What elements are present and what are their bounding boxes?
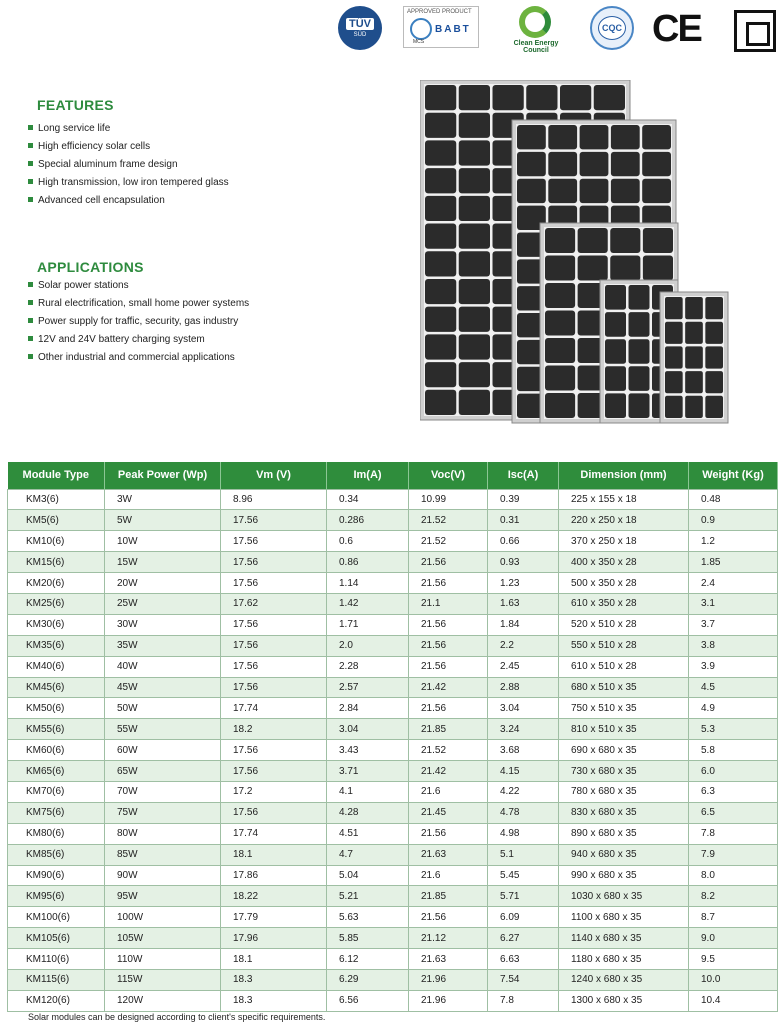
- table-cell: 21.56: [409, 635, 488, 656]
- table-row: [8, 593, 778, 614]
- table-cell: 21.63: [409, 949, 488, 970]
- table-cell: 780 x 680 x 35: [559, 781, 689, 802]
- table-cell: 40W: [105, 656, 221, 677]
- table-cell: KM50(6): [8, 698, 105, 719]
- table-cell: 3.24: [488, 719, 559, 740]
- table-cell: 18.1: [221, 949, 327, 970]
- table-cell: 17.56: [221, 761, 327, 782]
- table-cell: 21.1: [409, 593, 488, 614]
- table-cell: 8.2: [689, 886, 778, 907]
- table-cell: KM60(6): [8, 740, 105, 761]
- table-cell: KM95(6): [8, 886, 105, 907]
- table-cell: 0.48: [689, 489, 778, 510]
- table-cell: 50W: [105, 698, 221, 719]
- table-cell: 0.286: [327, 510, 409, 531]
- table-row: [8, 489, 778, 510]
- table-cell: KM75(6): [8, 802, 105, 823]
- table-row: [8, 949, 778, 970]
- table-cell: 21.6: [409, 781, 488, 802]
- applications-heading: APPLICATIONS: [37, 259, 144, 275]
- table-cell: KM120(6): [8, 990, 105, 1011]
- table-cell: 6.0: [689, 761, 778, 782]
- table-cell: 8.0: [689, 865, 778, 886]
- table-row: [8, 635, 778, 656]
- list-item: 12V and 24V battery charging system: [28, 331, 249, 349]
- table-cell: 0.31: [488, 510, 559, 531]
- table-cell: 55W: [105, 719, 221, 740]
- table-cell: 35W: [105, 635, 221, 656]
- table-cell: 1240 x 680 x 35: [559, 969, 689, 990]
- table-cell: 890 x 680 x 35: [559, 823, 689, 844]
- table-row: [8, 573, 778, 594]
- table-cell: 6.12: [327, 949, 409, 970]
- table-cell: 18.1: [221, 844, 327, 865]
- table-cell: KM45(6): [8, 677, 105, 698]
- table-cell: 4.7: [327, 844, 409, 865]
- table-cell: 21.52: [409, 510, 488, 531]
- table-cell: 2.28: [327, 656, 409, 677]
- table-cell: 3W: [105, 489, 221, 510]
- list-item: Special aluminum frame design: [28, 156, 229, 174]
- table-cell: 3.43: [327, 740, 409, 761]
- table-cell: KM10(6): [8, 531, 105, 552]
- mcs-text: MCS: [413, 39, 425, 45]
- table-cell: 3.8: [689, 635, 778, 656]
- table-cell: 21.42: [409, 677, 488, 698]
- table-cell: 21.56: [409, 823, 488, 844]
- table-cell: KM40(6): [8, 656, 105, 677]
- table-cell: 1.14: [327, 573, 409, 594]
- double-insulation-icon: [734, 10, 776, 52]
- table-cell: 15W: [105, 552, 221, 573]
- table-cell: KM15(6): [8, 552, 105, 573]
- table-cell: 6.29: [327, 969, 409, 990]
- table-row: [8, 510, 778, 531]
- table-cell: 21.56: [409, 573, 488, 594]
- table-cell: 0.39: [488, 489, 559, 510]
- table-cell: 105W: [105, 928, 221, 949]
- specification-table: [7, 462, 778, 1012]
- table-cell: KM65(6): [8, 761, 105, 782]
- table-cell: 17.56: [221, 552, 327, 573]
- table-cell: 65W: [105, 761, 221, 782]
- table-cell: 100W: [105, 907, 221, 928]
- table-cell: 115W: [105, 969, 221, 990]
- table-cell: 1180 x 680 x 35: [559, 949, 689, 970]
- table-cell: KM110(6): [8, 949, 105, 970]
- applications-list: [28, 277, 249, 367]
- table-cell: 21.56: [409, 552, 488, 573]
- table-cell: 17.2: [221, 781, 327, 802]
- table-cell: 6.27: [488, 928, 559, 949]
- table-cell: 3.71: [327, 761, 409, 782]
- table-cell: 17.56: [221, 531, 327, 552]
- table-row: [8, 969, 778, 990]
- table-cell: 610 x 350 x 28: [559, 593, 689, 614]
- table-cell: 400 x 350 x 28: [559, 552, 689, 573]
- table-cell: 4.1: [327, 781, 409, 802]
- table-cell: KM80(6): [8, 823, 105, 844]
- table-cell: 21.52: [409, 531, 488, 552]
- table-row: [8, 907, 778, 928]
- table-cell: 18.3: [221, 990, 327, 1011]
- table-cell: 2.84: [327, 698, 409, 719]
- list-item: High efficiency solar cells: [28, 138, 229, 156]
- table-cell: 8.96: [221, 489, 327, 510]
- mcs-heart-icon: [410, 18, 432, 40]
- table-cell: KM115(6): [8, 969, 105, 990]
- clean-energy-council-logo: [502, 6, 570, 52]
- table-cell: 5.3: [689, 719, 778, 740]
- babt-approved-text: APPROVED PRODUCT: [407, 9, 472, 15]
- list-item: High transmission, low iron tempered glass: [28, 174, 229, 192]
- table-cell: 21.56: [409, 698, 488, 719]
- table-cell: KM25(6): [8, 593, 105, 614]
- table-cell: 1140 x 680 x 35: [559, 928, 689, 949]
- table-cell: 680 x 510 x 35: [559, 677, 689, 698]
- table-cell: 6.63: [488, 949, 559, 970]
- ce-mark-logo: CE: [652, 8, 701, 50]
- cec-text: Clean Energy Council: [513, 40, 559, 54]
- list-item: Long service life: [28, 120, 229, 138]
- list-item: Rural electrification, small home power systems: [28, 295, 249, 313]
- table-cell: 95W: [105, 886, 221, 907]
- column-header: Module Type: [8, 462, 105, 489]
- table-cell: 4.98: [488, 823, 559, 844]
- table-cell: 225 x 155 x 18: [559, 489, 689, 510]
- table-cell: 1.63: [488, 593, 559, 614]
- table-cell: 20W: [105, 573, 221, 594]
- table-row: [8, 990, 778, 1011]
- table-cell: 21.12: [409, 928, 488, 949]
- table-cell: 7.8: [488, 990, 559, 1011]
- table-cell: 6.09: [488, 907, 559, 928]
- tuv-sud-logo: [338, 6, 382, 50]
- table-cell: KM3(6): [8, 489, 105, 510]
- solar-panel: [660, 292, 728, 423]
- table-cell: 0.93: [488, 552, 559, 573]
- table-cell: 17.56: [221, 677, 327, 698]
- table-cell: 17.56: [221, 740, 327, 761]
- table-cell: 2.45: [488, 656, 559, 677]
- table-header-row: [8, 462, 778, 489]
- table-cell: 10.4: [689, 990, 778, 1011]
- table-row: [8, 614, 778, 635]
- table-cell: 220 x 250 x 18: [559, 510, 689, 531]
- table-row: [8, 531, 778, 552]
- column-header: Voc(V): [409, 462, 488, 489]
- table-cell: 5.04: [327, 865, 409, 886]
- table-cell: KM20(6): [8, 573, 105, 594]
- table-row: [8, 656, 778, 677]
- features-list: [28, 120, 229, 210]
- table-cell: 1030 x 680 x 35: [559, 886, 689, 907]
- table-cell: 17.86: [221, 865, 327, 886]
- table-cell: 18.22: [221, 886, 327, 907]
- table-cell: 21.85: [409, 719, 488, 740]
- table-cell: KM55(6): [8, 719, 105, 740]
- table-cell: 2.0: [327, 635, 409, 656]
- footnote: Solar modules can be designed according to client's specific requirements.: [28, 1012, 326, 1022]
- table-cell: 10.0: [689, 969, 778, 990]
- solar-panels-image: [420, 80, 735, 426]
- features-heading: FEATURES: [37, 97, 114, 113]
- table-cell: 1300 x 680 x 35: [559, 990, 689, 1011]
- tuv-logo-text: TÜV: [346, 18, 374, 30]
- table-cell: 1.42: [327, 593, 409, 614]
- table-body: [8, 489, 778, 1011]
- table-row: [8, 886, 778, 907]
- table-cell: 18.3: [221, 969, 327, 990]
- table-cell: 21.85: [409, 886, 488, 907]
- table-cell: 5.85: [327, 928, 409, 949]
- table-cell: 5.1: [488, 844, 559, 865]
- table-cell: 5W: [105, 510, 221, 531]
- column-header: Dimension (mm): [559, 462, 689, 489]
- table-cell: 6.56: [327, 990, 409, 1011]
- table-cell: 10.99: [409, 489, 488, 510]
- table-cell: 0.6: [327, 531, 409, 552]
- table-cell: 370 x 250 x 18: [559, 531, 689, 552]
- table-cell: 17.62: [221, 593, 327, 614]
- babt-approved-logo: [403, 6, 479, 48]
- table-row: [8, 761, 778, 782]
- table-cell: 1.23: [488, 573, 559, 594]
- table-cell: 1.71: [327, 614, 409, 635]
- table-cell: 5.63: [327, 907, 409, 928]
- table-cell: 4.15: [488, 761, 559, 782]
- column-header: Weight (Kg): [689, 462, 778, 489]
- table-cell: 3.7: [689, 614, 778, 635]
- table-row: [8, 844, 778, 865]
- table-row: [8, 552, 778, 573]
- table-cell: KM30(6): [8, 614, 105, 635]
- table-cell: 6.3: [689, 781, 778, 802]
- table-cell: 25W: [105, 593, 221, 614]
- table-cell: 3.9: [689, 656, 778, 677]
- table-cell: 0.9: [689, 510, 778, 531]
- table-row: [8, 865, 778, 886]
- column-header: Isc(A): [488, 462, 559, 489]
- table-row: [8, 802, 778, 823]
- table-cell: 2.2: [488, 635, 559, 656]
- table-cell: KM5(6): [8, 510, 105, 531]
- table-cell: 810 x 510 x 35: [559, 719, 689, 740]
- table-cell: 120W: [105, 990, 221, 1011]
- babt-text: BABT: [435, 24, 471, 35]
- cqc-text: CQC: [598, 16, 626, 40]
- table-cell: 4.51: [327, 823, 409, 844]
- table-cell: 6.5: [689, 802, 778, 823]
- table-cell: 17.56: [221, 802, 327, 823]
- table-cell: 17.74: [221, 823, 327, 844]
- table-cell: 3.1: [689, 593, 778, 614]
- table-cell: 21.52: [409, 740, 488, 761]
- table-cell: 1.2: [689, 531, 778, 552]
- table-cell: 0.34: [327, 489, 409, 510]
- list-item: Other industrial and commercial applications: [28, 349, 249, 367]
- table-cell: 110W: [105, 949, 221, 970]
- table-cell: 3.68: [488, 740, 559, 761]
- table-cell: 5.45: [488, 865, 559, 886]
- table-cell: 21.63: [409, 844, 488, 865]
- table-cell: 4.22: [488, 781, 559, 802]
- table-cell: KM100(6): [8, 907, 105, 928]
- table-cell: 2.4: [689, 573, 778, 594]
- table-cell: 30W: [105, 614, 221, 635]
- table-cell: 5.8: [689, 740, 778, 761]
- table-cell: 610 x 510 x 28: [559, 656, 689, 677]
- table-cell: 21.56: [409, 656, 488, 677]
- table-cell: 730 x 680 x 35: [559, 761, 689, 782]
- table-cell: 7.9: [689, 844, 778, 865]
- table-cell: 2.88: [488, 677, 559, 698]
- table-cell: 3.04: [488, 698, 559, 719]
- table-cell: 80W: [105, 823, 221, 844]
- table-cell: 21.96: [409, 990, 488, 1011]
- table-cell: 0.86: [327, 552, 409, 573]
- table-cell: 17.56: [221, 510, 327, 531]
- cec-ring-icon: [519, 6, 551, 38]
- table-cell: 21.96: [409, 969, 488, 990]
- table-row: [8, 719, 778, 740]
- table-cell: 9.5: [689, 949, 778, 970]
- table-cell: 2.57: [327, 677, 409, 698]
- table-cell: 3.04: [327, 719, 409, 740]
- table-cell: 21.56: [409, 614, 488, 635]
- tuv-logo-subtext: SÜD: [353, 32, 367, 38]
- table-row: [8, 781, 778, 802]
- table-row: [8, 740, 778, 761]
- table-cell: 0.66: [488, 531, 559, 552]
- table-cell: KM105(6): [8, 928, 105, 949]
- table-cell: 550 x 510 x 28: [559, 635, 689, 656]
- table-cell: 85W: [105, 844, 221, 865]
- table-cell: 690 x 680 x 35: [559, 740, 689, 761]
- table-cell: 750 x 510 x 35: [559, 698, 689, 719]
- table-cell: 5.21: [327, 886, 409, 907]
- list-item: Advanced cell encapsulation: [28, 192, 229, 210]
- table-cell: 940 x 680 x 35: [559, 844, 689, 865]
- table-cell: 500 x 350 x 28: [559, 573, 689, 594]
- table-cell: 4.5: [689, 677, 778, 698]
- table-cell: 21.42: [409, 761, 488, 782]
- table-row: [8, 698, 778, 719]
- table-cell: 4.28: [327, 802, 409, 823]
- table-cell: 1100 x 680 x 35: [559, 907, 689, 928]
- table-cell: 21.56: [409, 907, 488, 928]
- table-row: [8, 677, 778, 698]
- table-cell: 17.79: [221, 907, 327, 928]
- table-cell: 17.96: [221, 928, 327, 949]
- table-cell: 7.8: [689, 823, 778, 844]
- table-cell: 17.56: [221, 656, 327, 677]
- table-cell: 830 x 680 x 35: [559, 802, 689, 823]
- table-cell: 4.9: [689, 698, 778, 719]
- column-header: Im(A): [327, 462, 409, 489]
- table-cell: 520 x 510 x 28: [559, 614, 689, 635]
- table-cell: 4.78: [488, 802, 559, 823]
- table-cell: 17.56: [221, 614, 327, 635]
- table-cell: 90W: [105, 865, 221, 886]
- table-cell: 17.74: [221, 698, 327, 719]
- table-cell: 17.56: [221, 635, 327, 656]
- table-cell: 5.71: [488, 886, 559, 907]
- table-cell: 75W: [105, 802, 221, 823]
- table-cell: 45W: [105, 677, 221, 698]
- table-cell: 1.84: [488, 614, 559, 635]
- table-cell: 21.45: [409, 802, 488, 823]
- table-cell: 21.6: [409, 865, 488, 886]
- table-row: [8, 928, 778, 949]
- table-cell: 70W: [105, 781, 221, 802]
- table-cell: 1.85: [689, 552, 778, 573]
- list-item: Power supply for traffic, security, gas industry: [28, 313, 249, 331]
- cqc-logo: [590, 6, 634, 50]
- table-cell: 8.7: [689, 907, 778, 928]
- table-cell: 60W: [105, 740, 221, 761]
- table-cell: 18.2: [221, 719, 327, 740]
- table-cell: KM70(6): [8, 781, 105, 802]
- table-cell: 7.54: [488, 969, 559, 990]
- table-cell: KM35(6): [8, 635, 105, 656]
- table-row: [8, 823, 778, 844]
- table-cell: KM90(6): [8, 865, 105, 886]
- table-cell: 990 x 680 x 35: [559, 865, 689, 886]
- table-cell: 10W: [105, 531, 221, 552]
- list-item: Solar power stations: [28, 277, 249, 295]
- table-cell: KM85(6): [8, 844, 105, 865]
- column-header: Vm (V): [221, 462, 327, 489]
- column-header: Peak Power (Wp): [105, 462, 221, 489]
- table-cell: 9.0: [689, 928, 778, 949]
- table-cell: 17.56: [221, 573, 327, 594]
